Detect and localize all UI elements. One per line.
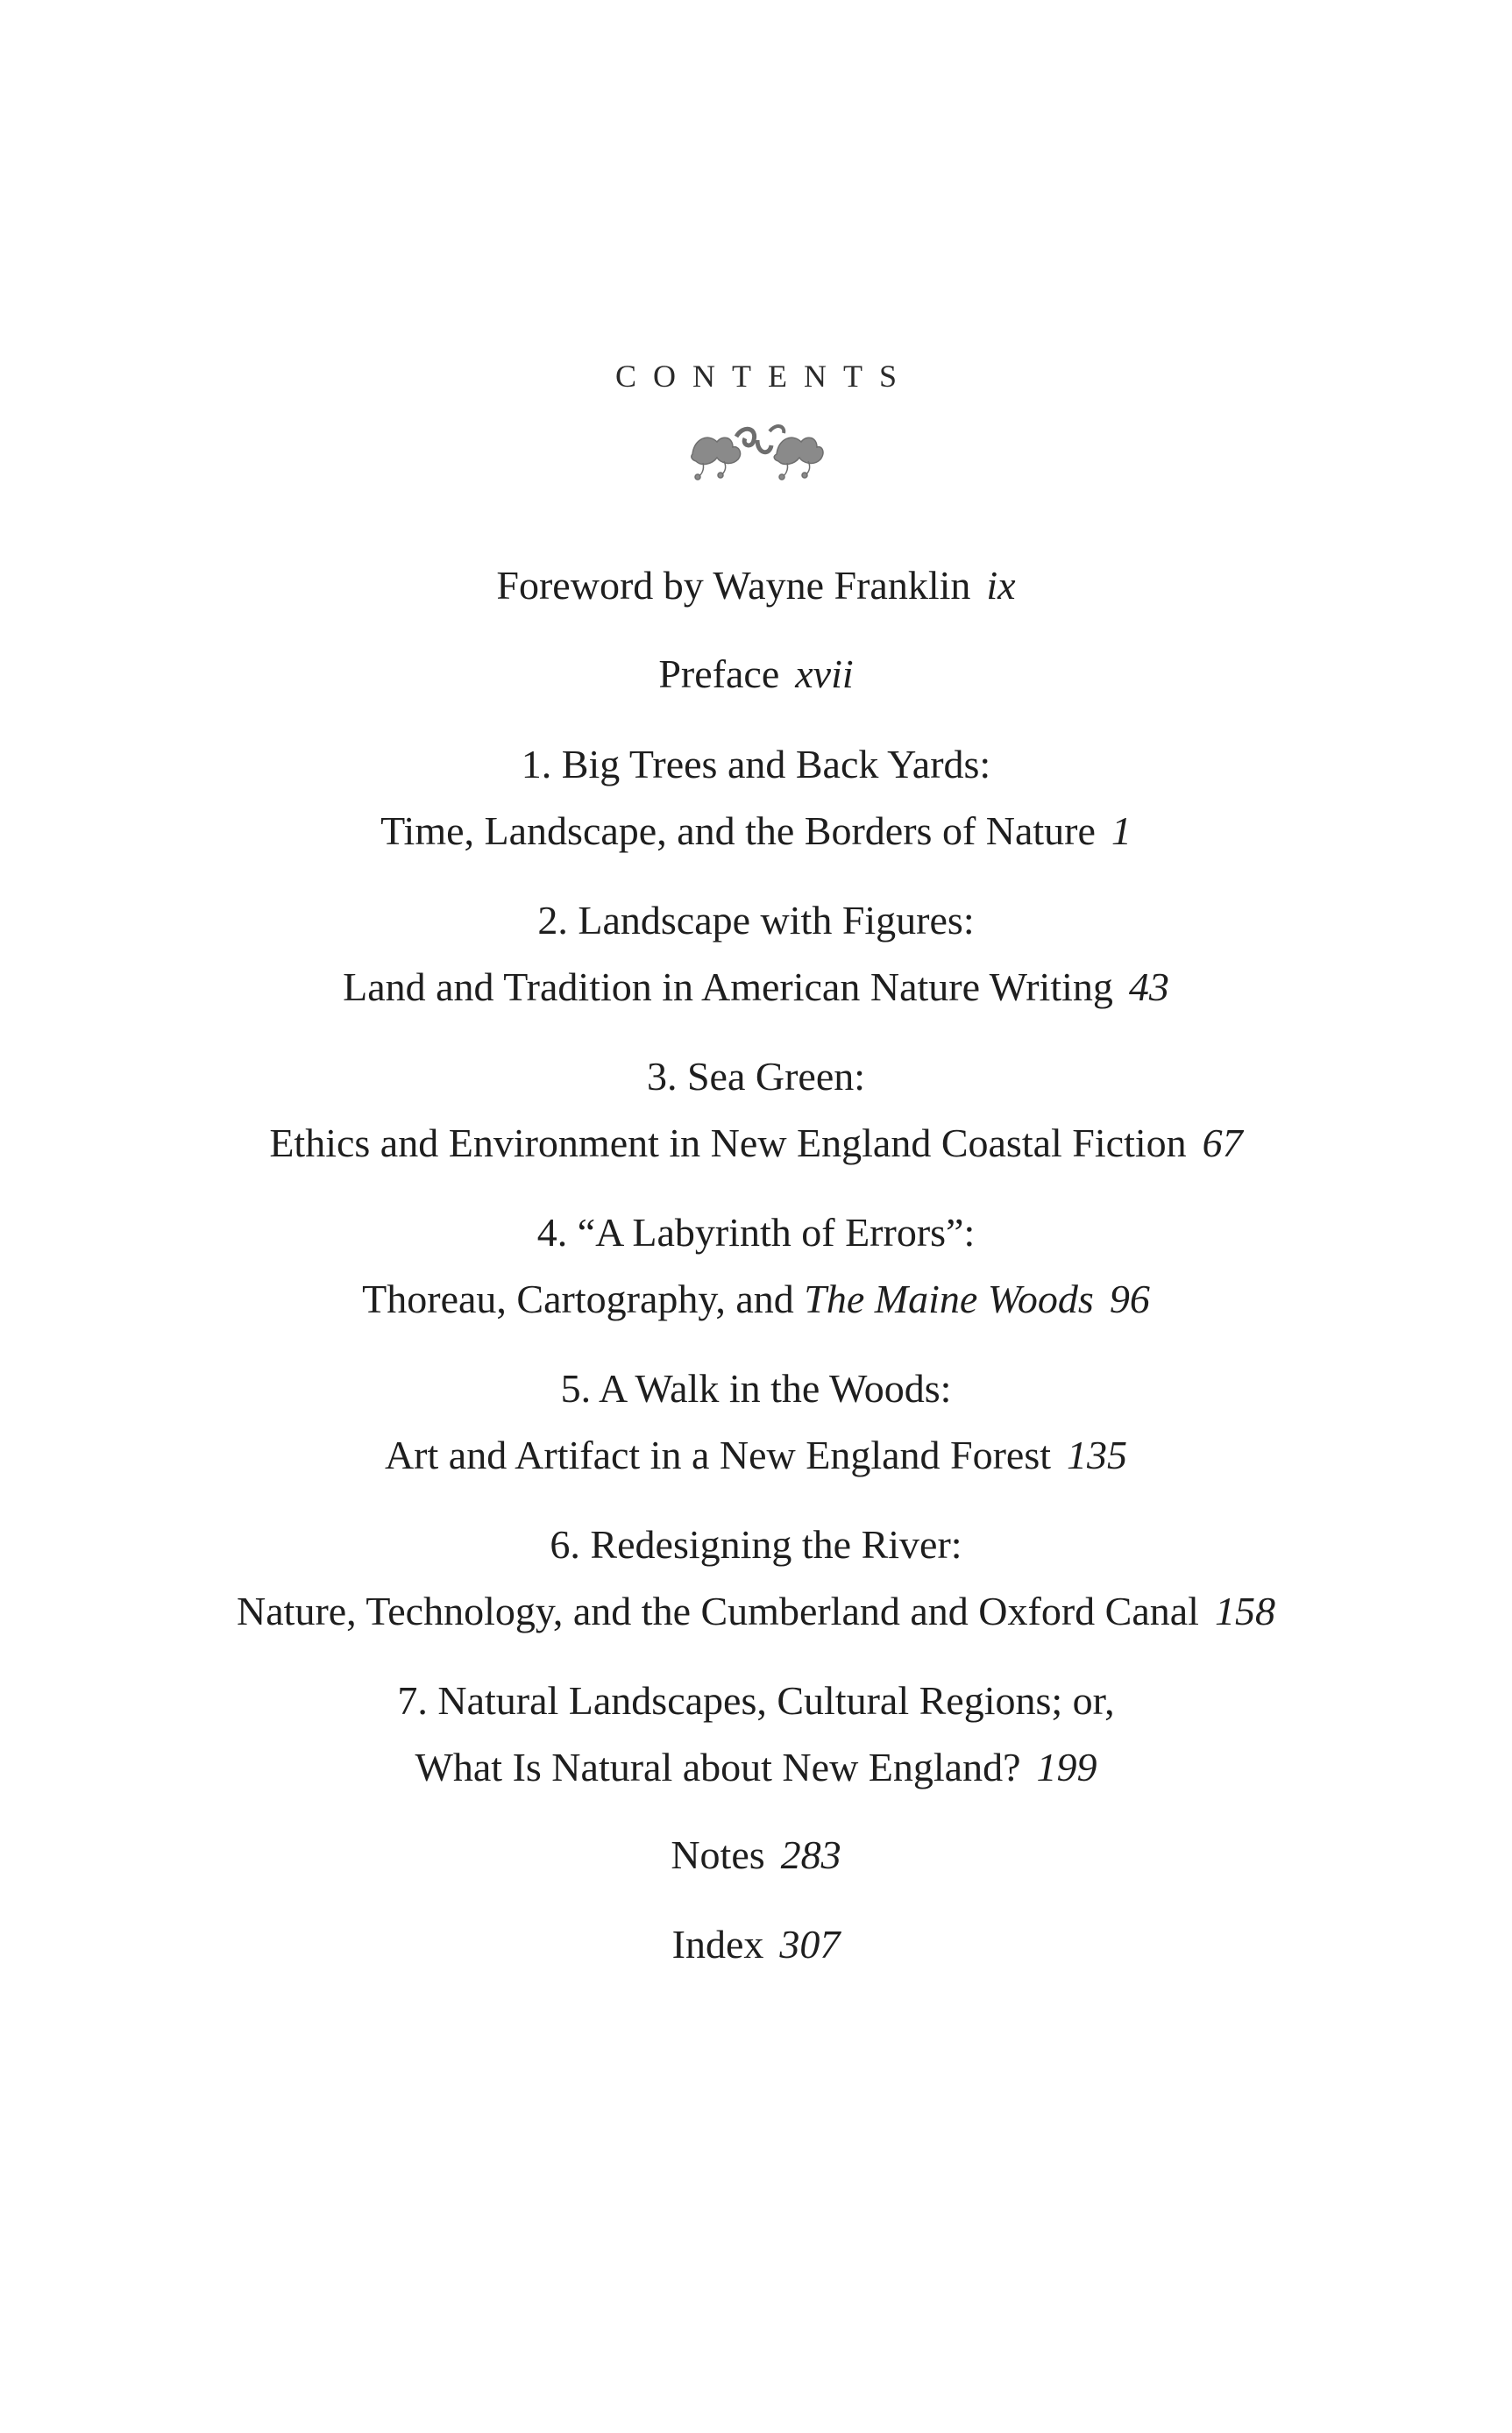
chapter-subtitle: Land and Tradition in American Nature Writing <box>343 964 1113 1009</box>
book-title: The Maine Woods <box>804 1277 1094 1321</box>
toc-entry-notes <box>0 1831 1512 1880</box>
page-number: 96 <box>1109 1277 1150 1321</box>
toc-chapter-7-subtitle <box>0 1743 1512 1792</box>
toc-chapter-5-title <box>0 1364 1512 1413</box>
chapter-title: 3. Sea Green: <box>646 1054 866 1099</box>
toc-chapter-4-title <box>0 1208 1512 1257</box>
page-number: 67 <box>1202 1120 1243 1165</box>
toc-entry-foreword <box>0 561 1512 610</box>
chapter-subtitle: Time, Landscape, and the Borders of Nature <box>380 808 1096 853</box>
page-number: 135 <box>1067 1433 1128 1477</box>
chapter-title: 2. Landscape with Figures: <box>537 898 975 943</box>
toc-entry-index <box>0 1920 1512 1969</box>
chapter-title: 5. A Walk in the Woods: <box>560 1366 952 1411</box>
toc-chapter-6-subtitle <box>0 1587 1512 1636</box>
toc-chapter-1-subtitle <box>0 807 1512 856</box>
entry-title: Notes <box>671 1832 765 1877</box>
chapter-subtitle: Ethics and Environment in New England Coastal Fiction <box>269 1120 1187 1165</box>
page-number: xvii <box>795 651 854 696</box>
entry-title: Index <box>671 1922 764 1967</box>
toc-chapter-5-subtitle <box>0 1431 1512 1480</box>
floral-vine-ornament-icon <box>685 419 826 480</box>
page-number: 199 <box>1036 1745 1097 1789</box>
toc-entry-preface <box>0 650 1512 699</box>
toc-chapter-3-subtitle <box>0 1119 1512 1168</box>
page-title: CONTENTS <box>615 359 913 394</box>
toc-chapter-1-title <box>0 740 1512 789</box>
page-number: 158 <box>1214 1589 1275 1633</box>
page-number: 307 <box>779 1922 841 1967</box>
page-number: 1 <box>1111 808 1132 853</box>
chapter-subtitle: Art and Artifact in a New England Forest <box>384 1433 1052 1477</box>
chapter-subtitle: What Is Natural about New England? <box>415 1745 1021 1789</box>
chapter-title: 6. Redesigning the River: <box>550 1522 962 1567</box>
page-number: 283 <box>780 1832 841 1877</box>
page-number: ix <box>986 563 1016 608</box>
chapter-subtitle: Thoreau, Cartography, and <box>362 1277 794 1321</box>
entry-title: Foreword by Wayne Franklin <box>496 563 971 608</box>
chapter-title: 1. Big Trees and Back Yards: <box>521 742 991 786</box>
toc-chapter-2-title <box>0 896 1512 945</box>
toc-chapter-3-title <box>0 1052 1512 1101</box>
chapter-title: 4. “A Labyrinth of Errors”: <box>536 1210 976 1255</box>
chapter-title: 7. Natural Landscapes, Cultural Regions; or, <box>397 1678 1115 1723</box>
toc-chapter-4-subtitle <box>0 1275 1512 1324</box>
toc-chapter-7-title <box>0 1676 1512 1725</box>
entry-title: Preface <box>658 651 780 696</box>
chapter-subtitle: Nature, Technology, and the Cumberland and Oxford Canal <box>237 1589 1199 1633</box>
toc-chapter-2-subtitle <box>0 963 1512 1012</box>
toc-chapter-6-title <box>0 1520 1512 1569</box>
page-number: 43 <box>1128 964 1169 1009</box>
